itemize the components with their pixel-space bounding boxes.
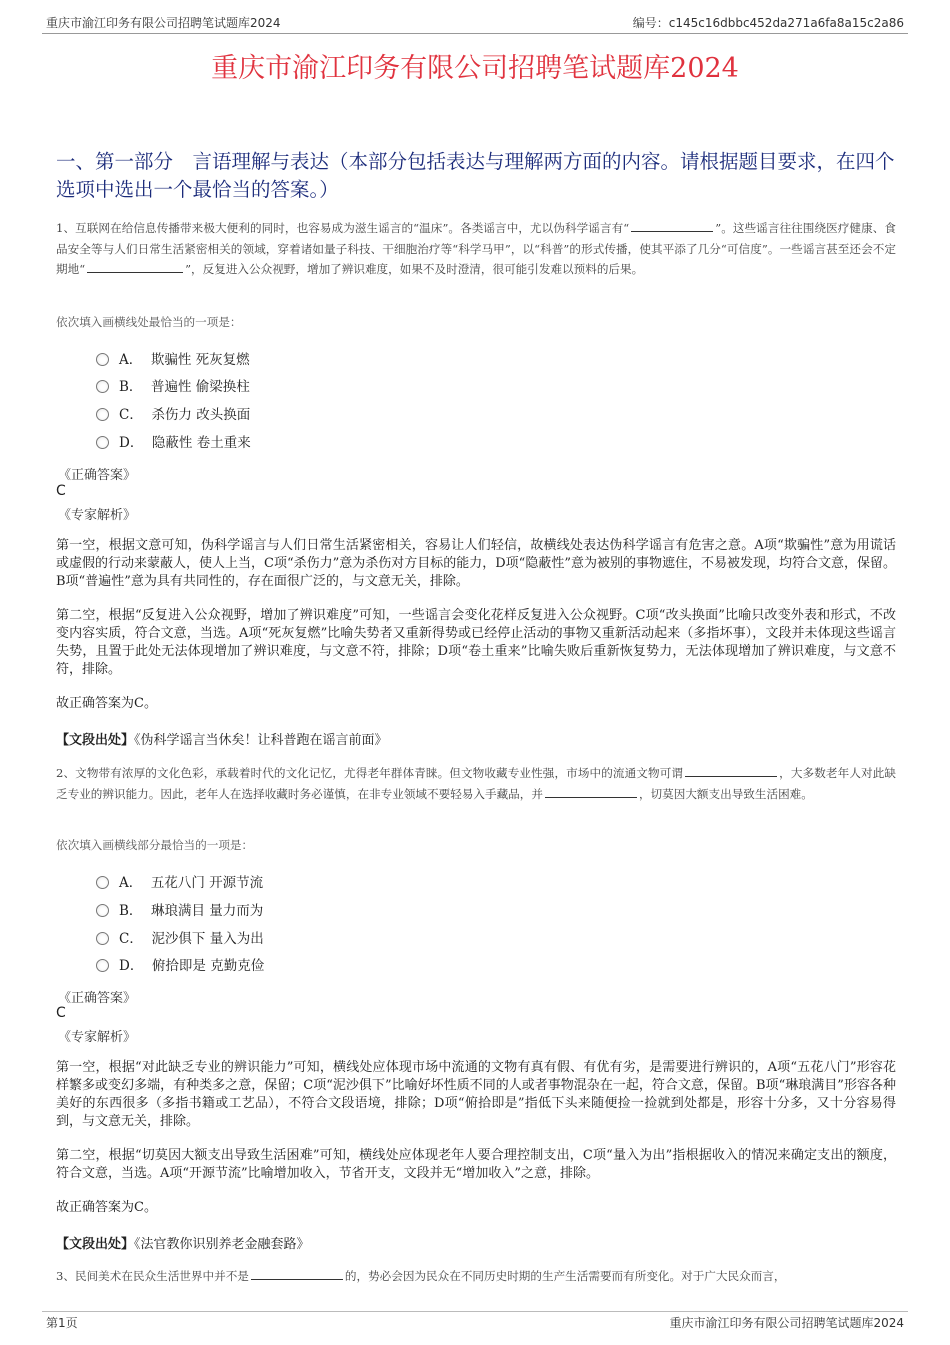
page-title: 重庆市渝江印务有限公司招聘笔试题库2024 (211, 53, 739, 84)
answer-value: C (56, 1005, 66, 1021)
question-1-stem: 1、互联网在给信息传播带来极大便利的同时，也容易成为滋生谣言的“温床”。各类谣言中，尤以伪科学谣言有“ ”。这些谣言往往围绕医疗健康、食品安全等与人们日常生活紧密相关的领域，穿着诸如量子科技、干细胞治疗等“科学马甲”，以“科普”的形式传播，使其平添了几分“可信度”。一些谣言甚至还会不定期地“ ”，反复进入公众视野，增加了辨识难度，如果不及时澄清，很可能引发难以预料的后果。 (56, 221, 896, 276)
blank (545, 786, 637, 798)
radio-icon[interactable] (96, 876, 109, 889)
question-1-prompt: 依次填入画横线处最恰当的一项是： (56, 315, 242, 329)
radio-icon[interactable] (96, 380, 109, 393)
radio-icon[interactable] (96, 436, 109, 449)
analysis-paragraph: 第二空，根据“切莫因大额支出导致生活困难”可知，横线处应体现老年人要合理控制支出，C项“量入为出”指根据收入的情况来确定支出的额度，符合文意，当选。A项“开源节流”比喻增加收入，节省开支，文段并无“增加收入”之意，排除。 (56, 1148, 896, 1181)
analysis-label: 《专家解析》 (58, 508, 137, 523)
section-title: 一、第一部分 言语理解与表达（本部分包括表达与理解两方面的内容。请根据题目要求，在四个选项中选出一个最恰当的答案。） (56, 150, 895, 201)
header-title: 重庆市渝江印务有限公司招聘笔试题库2024 (46, 16, 281, 30)
radio-icon[interactable] (96, 904, 109, 917)
radio-icon[interactable] (96, 353, 109, 366)
footer-title: 重庆市渝江印务有限公司招聘笔试题库2024 (669, 1316, 904, 1330)
answer-label: 《正确答案》 (58, 991, 137, 1006)
question-2-prompt: 依次填入画横线部分最恰当的一项是： (56, 838, 254, 852)
analysis-paragraph: 第二空，根据“反复进入公众视野，增加了辨识难度”可知，一些谣言会变化花样反复进入公众视野。C项“改头换面”比喻只改变外表和形式，不改变内容实质，符合文意，当选。A项“死灰复燃”比喻失势者又重新得势或已经停止活动的事物又重新活动起来（多指坏事），文段并未体现这些谣言失势，且置于此处无法体现增加了辨识难度，与文意不符，排除；D项“卷土重来”比喻失败后重新恢复势力，无法体现增加了辨识难度，与文意不符，排除。 (56, 608, 896, 677)
source-line: 【文段出处】《法官教你识别养老金融套路》 (56, 1237, 310, 1252)
question-2-option-a[interactable]: A． 五花八门 开源节流 (96, 873, 263, 893)
question-2-stem: 2、文物带有浓厚的文化色彩，承载着时代的文化记忆，尤得老年群体青睐。但文物收藏专业性强，市场中的流通文物可谓 ，大多数老年人对此缺乏专业的辨识能力。因此，老年人在选择收藏时务必谨慎，在非专业领域不要轻易入手藏品，并 ，切莫因大额支出导致生活困难。 (56, 766, 896, 801)
question-3-stem: 3、民间美术在民众生活世界中并不是 的，势必会因为民众在不同历史时期的生产生活需要而有所变化。对于广大民众而言， (56, 1269, 786, 1283)
radio-icon[interactable] (96, 959, 109, 972)
question-1-option-d[interactable]: D． 隐蔽性 卷土重来 (96, 433, 251, 453)
header-divider (42, 33, 908, 34)
question-2-option-b[interactable]: B． 琳琅满目 量力而为 (96, 901, 263, 921)
analysis-paragraph: 第一空，根据“对此缺乏专业的辨识能力”可知，横线处应体现市场中流通的文物有真有假、有优有劣，是需要进行辨识的，A项“五花八门”形容花样繁多或变幻多端，有种类多之意，保留；C项“泥沙俱下”比喻好坏性质不同的人或者事物混杂在一起，符合文意，保留。B项“琳琅满目”形容各种美好的东西很多（多指书籍或工艺品），不符合文段语境，排除；D项“俯拾即是”指低下头来随便捡一捡就到处都是，形容十分多，又十分容易得到，与文意无关，排除。 (56, 1060, 896, 1129)
source-line: 【文段出处】《伪科学谣言当休矣！让科普跑在谣言前面》 (56, 733, 388, 748)
blank (685, 765, 777, 777)
document-id: 编号：c145c16dbbc452da271a6fa8a15c2a86 (632, 16, 904, 30)
radio-icon[interactable] (96, 932, 109, 945)
radio-icon[interactable] (96, 408, 109, 421)
analysis-conclusion: 故正确答案为C。 (56, 1200, 157, 1215)
analysis-conclusion: 故正确答案为C。 (56, 696, 157, 711)
question-1-option-a[interactable]: A． 欺骗性 死灰复燃 (96, 350, 250, 370)
answer-value: C (56, 483, 66, 499)
analysis-paragraph: 第一空，根据文意可知，伪科学谣言与人们日常生活紧密相关，容易让人们轻信，故横线处表达伪科学谣言有危害之意。A项“欺骗性”意为用谎话或虚假的行动来蒙蔽人，使人上当，C项“杀伤力”意为杀伤对方目标的能力，D项“隐蔽性”意为被别的事物遮住，不易被发现，均符合文意，保留。B项“普遍性”意为具有共同性的，存在面很广泛的，与文意无关，排除。 (56, 538, 896, 589)
question-1-option-b[interactable]: B． 普遍性 偷梁换柱 (96, 377, 250, 397)
blank (251, 1268, 343, 1280)
footer-divider (42, 1311, 908, 1312)
answer-label: 《正确答案》 (58, 468, 137, 483)
page-number: 第1页 (46, 1316, 78, 1330)
analysis-label: 《专家解析》 (58, 1030, 137, 1045)
question-2-option-c[interactable]: C． 泥沙俱下 量入为出 (96, 929, 264, 949)
blank (87, 261, 183, 273)
question-2-option-d[interactable]: D． 俯拾即是 克勤克俭 (96, 956, 264, 976)
blank (631, 220, 713, 232)
question-1-option-c[interactable]: C． 杀伤力 改头换面 (96, 405, 250, 425)
